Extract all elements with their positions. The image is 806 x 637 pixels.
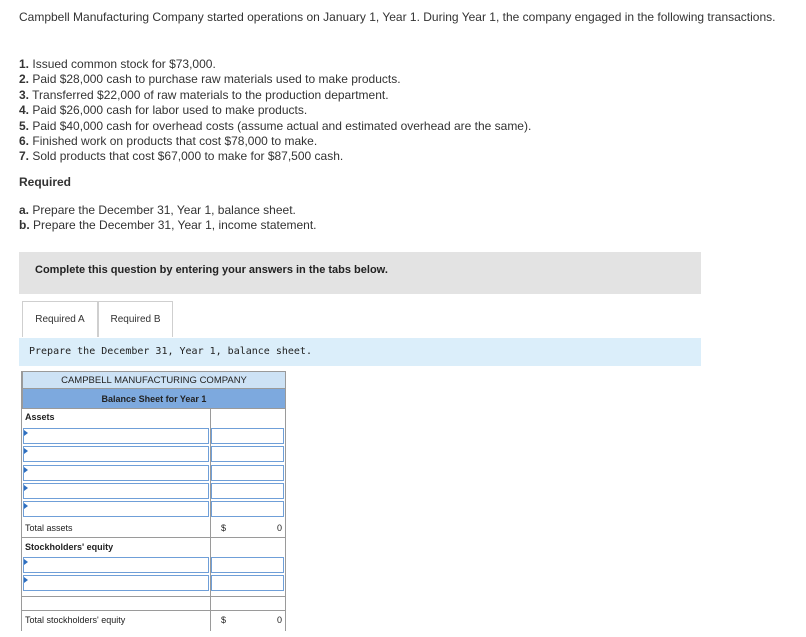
asset-amount-input[interactable]: [211, 501, 284, 517]
dropdown-marker-icon: [24, 577, 28, 583]
row-divider: [22, 537, 286, 538]
list-item: a. Prepare the December 31, Year 1, balance sheet.: [19, 203, 296, 217]
asset-amount-input[interactable]: [211, 446, 284, 462]
company-name-header: CAMPBELL MANUFACTURING COMPANY: [22, 371, 286, 389]
dropdown-marker-icon: [24, 503, 28, 509]
list-item: 3. Transferred $22,000 of raw materials to the production department.: [19, 87, 389, 102]
dropdown-marker-icon: [24, 448, 28, 454]
total-equity-value: 0: [276, 615, 282, 625]
asset-name-input[interactable]: [23, 483, 209, 499]
asset-amount-input[interactable]: [211, 428, 284, 444]
asset-name-input[interactable]: [23, 465, 209, 481]
dropdown-marker-icon: [24, 467, 28, 473]
dropdown-marker-icon: [24, 430, 28, 436]
list-item: 7. Sold products that cost $67,000 to make for $87,500 cash.: [19, 149, 344, 164]
total-assets-label: Total assets: [25, 523, 73, 533]
problem-intro: Campbell Manufacturing Company started operations on January 1, Year 1. During Year 1, the company engaged in the following transactions.: [19, 10, 776, 24]
equity-name-input[interactable]: [23, 575, 209, 591]
list-item: b. Prepare the December 31, Year 1, income statement.: [19, 218, 317, 232]
equity-amount-input[interactable]: [211, 557, 284, 573]
list-item: 4. Paid $26,000 cash for labor used to make products.: [19, 103, 308, 118]
list-item: 1. Issued common stock for $73,000.: [19, 57, 216, 71]
tab-instruction-bar: [19, 338, 701, 366]
tab-required-b[interactable]: Required B: [98, 301, 173, 337]
required-heading: Required: [19, 175, 72, 189]
banner-text: Complete this question by entering your answers in the tabs below.: [35, 264, 388, 276]
tab-required-a[interactable]: Required A: [22, 301, 98, 337]
asset-name-input[interactable]: [23, 428, 209, 444]
statement-title-header: Balance Sheet for Year 1: [22, 389, 286, 409]
assets-label: Assets: [25, 412, 55, 422]
tab-instruction-text: Prepare the December 31, Year 1, balance sheet.: [29, 346, 312, 357]
asset-name-input[interactable]: [23, 446, 209, 462]
asset-name-input[interactable]: [23, 501, 209, 517]
dropdown-marker-icon: [24, 559, 28, 565]
row-divider: [22, 596, 286, 597]
list-item: 6. Finished work on products that cost $78,000 to make.: [19, 134, 318, 149]
equity-name-input[interactable]: [23, 557, 209, 573]
total-equity-currency: $: [221, 615, 227, 625]
stockholders-equity-label: Stockholders' equity: [25, 542, 114, 552]
instructions-banner: [19, 252, 701, 294]
total-assets-currency: $: [221, 523, 227, 533]
equity-amount-input[interactable]: [211, 575, 284, 591]
total-equity-label: Total stockholders' equity: [25, 615, 126, 625]
list-item: 5. Paid $40,000 cash for overhead costs (assume actual and estimated overhead are the same).: [19, 118, 532, 133]
requirement-list: [19, 203, 317, 233]
total-assets-value: 0: [276, 523, 282, 533]
row-divider: [22, 610, 286, 611]
dropdown-marker-icon: [24, 485, 28, 491]
list-item: 2. Paid $28,000 cash to purchase raw materials used to make products.: [19, 72, 401, 87]
asset-amount-input[interactable]: [211, 483, 284, 499]
balance-sheet-form: [21, 371, 286, 631]
transaction-list: [19, 57, 531, 165]
asset-amount-input[interactable]: [211, 465, 284, 481]
